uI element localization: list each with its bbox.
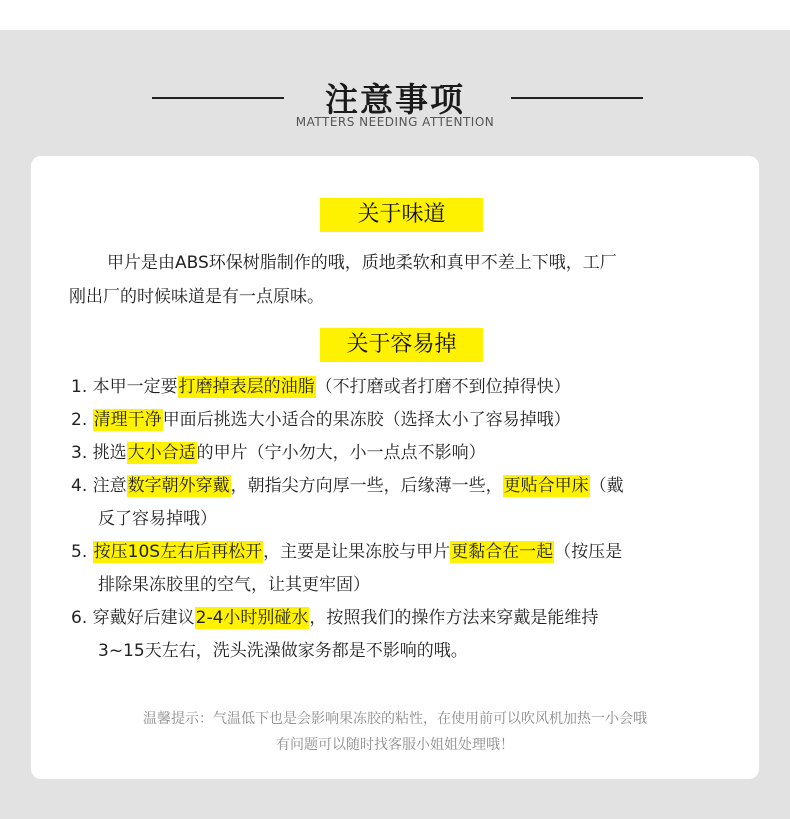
list-item [71, 371, 741, 404]
list-item-continuation: 反了容易掉哦） [98, 509, 217, 529]
list-item-text: 穿戴好后建议 [92, 608, 195, 628]
list-item-continuation: 3~15天左右，洗头洗澡做家务都是不影响的哦。 [98, 641, 468, 661]
list-item-line [71, 404, 741, 437]
warm-tip [31, 706, 759, 758]
warm-tip-line: 有问题可以随时找客服小姐姐处理哦！ [276, 737, 514, 753]
list-item-number: 3. [71, 443, 88, 463]
highlight-text: 清理干净 [93, 410, 162, 430]
list-item-number: 1. [71, 377, 88, 397]
list-item [71, 602, 741, 668]
list-item [71, 470, 741, 536]
highlight-text: 打磨掉表层的油脂 [178, 377, 315, 397]
taste-paragraph [69, 246, 729, 314]
list-item-number: 4. [71, 476, 88, 496]
page-title: 注意事项 [325, 80, 465, 119]
list-item-text: ，朝指尖方向厚一些，后缘薄一些， [230, 476, 503, 496]
list-item-line [71, 470, 741, 503]
list-item-line [71, 371, 741, 404]
list-item-text: 挑选 [92, 443, 127, 463]
list-item-number: 5. [71, 542, 88, 562]
list-item-text: ，主要是让果冻胶与甲片 [263, 542, 451, 562]
header-divider-right [511, 97, 643, 99]
list-item [71, 536, 741, 602]
top-strip [0, 0, 790, 30]
highlight-text: 大小合适 [127, 443, 196, 463]
content-card [31, 156, 759, 779]
taste-paragraph-line: 刚出厂的时候味道是有一点原味。 [69, 287, 324, 307]
fall-section-title: 关于容易掉 [320, 328, 483, 362]
list-item-text: 甲面后挑选大小适合的果冻胶（选择太小了容易掉哦） [162, 410, 571, 430]
section-header [0, 70, 790, 140]
list-item-line [71, 602, 741, 635]
warm-tip-line: 温馨提示：气温低下也是会影响果冻胶的粘性，在使用前可以吹风机加热一小会哦 [143, 711, 647, 727]
taste-paragraph-line: 甲片是由ABS环保树脂制作的哦，质地柔软和真甲不差上下哦，工厂 [107, 253, 617, 273]
highlight-text: 更贴合甲床 [503, 476, 589, 496]
list-item [71, 404, 741, 437]
highlight-text: 更黏合在一起 [451, 542, 554, 562]
list-item-text: ，按照我们的操作方法来穿戴是能维持 [309, 608, 599, 628]
list-item-text: （按压是 [554, 542, 623, 562]
list-item-line [71, 536, 741, 569]
list-item-line [71, 437, 741, 470]
taste-section-title: 关于味道 [320, 198, 483, 232]
list-item-text: 注意 [92, 476, 127, 496]
list-item [71, 437, 741, 470]
highlight-text: 按压10S左右后再松开 [93, 542, 263, 562]
tips-list [71, 371, 741, 668]
highlight-text: 数字朝外穿戴 [127, 476, 230, 496]
page-subtitle: MATTERS NEEDING ATTENTION [295, 115, 495, 129]
list-item-continuation: 排除果冻胶里的空气，让其更牢固） [98, 575, 370, 595]
list-item-text: 的甲片（宁小勿大，小一点点不影响） [196, 443, 486, 463]
list-item-text: （戴 [589, 476, 624, 496]
list-item-text: （不打磨或者打磨不到位掉得快） [315, 377, 571, 397]
list-item-number: 2. [71, 410, 88, 430]
list-item-text: 本甲一定要 [92, 377, 178, 397]
list-item-number: 6. [71, 608, 88, 628]
highlight-text: 2-4小时别碰水 [195, 608, 309, 628]
